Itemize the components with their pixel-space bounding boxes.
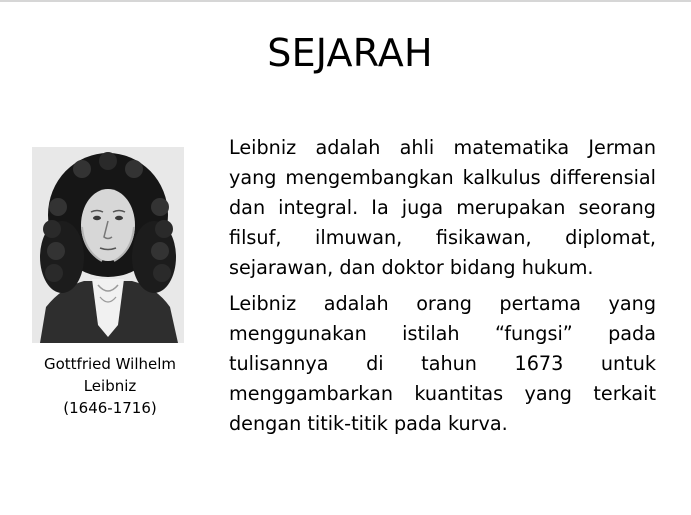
history-paragraph-2: Leibniz adalah orang pertama yang menggunakan istilah “fungsi” pada tulisannya di tahun 1673 untuk menggambarkan kuantitas yang terkait dengan titik-titik pada kurva. bbox=[229, 292, 656, 435]
slide-top-border bbox=[0, 0, 691, 2]
history-paragraph-1: Leibniz adalah ahli matematika Jerman yang mengembangkan kalkulus differensial dan integral. Ia juga merupakan seorang filsuf, ilmuwan, fisikawan, diplomat, sejarawan, dan doktor bidang hukum. bbox=[229, 136, 656, 279]
caption-years: (1646-1716) bbox=[63, 399, 157, 417]
caption-name-line2: Leibniz bbox=[83, 377, 137, 395]
leibniz-portrait bbox=[32, 147, 184, 343]
caption-name-line1: Gottfried Wilhelm bbox=[43, 355, 177, 373]
history-content bbox=[229, 133, 656, 445]
slide-title: SEJARAH bbox=[267, 31, 433, 75]
portrait-caption bbox=[10, 353, 210, 419]
